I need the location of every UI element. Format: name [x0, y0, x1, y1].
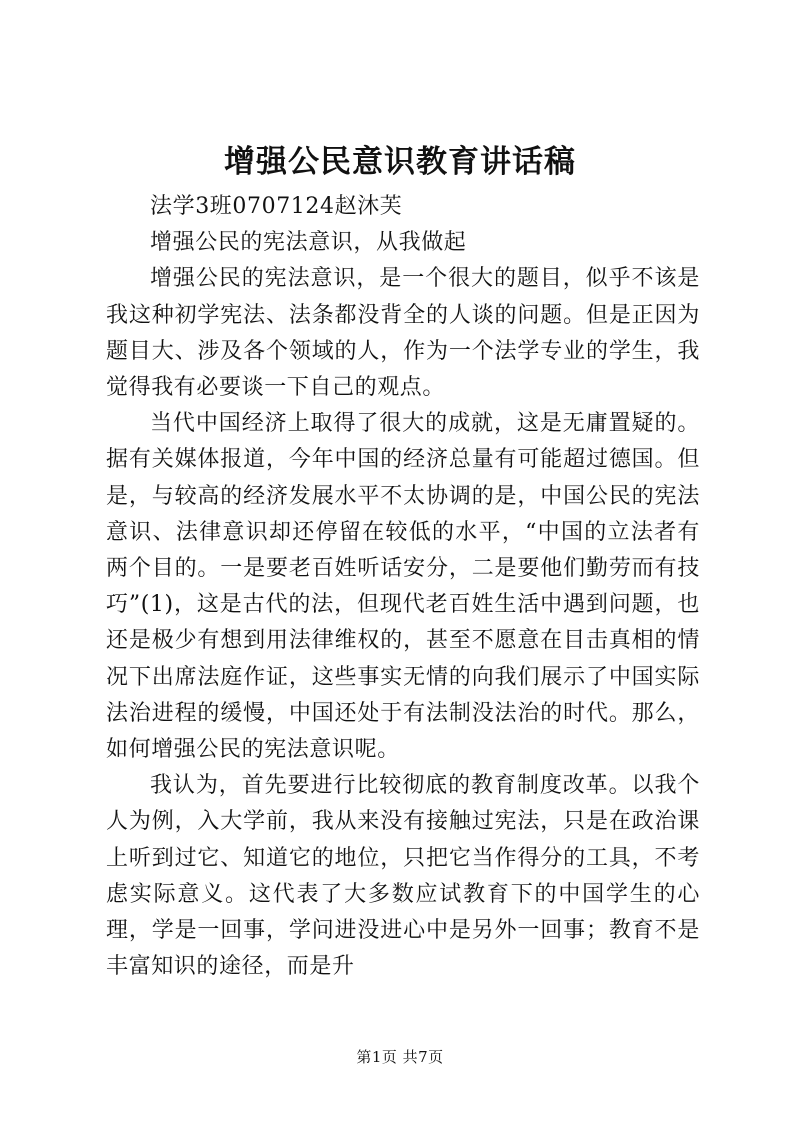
- document-body: [106, 189, 700, 985]
- document-title: 增强公民意识教育讲话稿: [224, 144, 576, 180]
- subtitle-line: 增强公民的宪法意识，从我做起: [150, 230, 467, 256]
- body-paragraph: 当代中国经济上取得了很大的成就，这是无庸置疑的。据有关媒体报道，今年中国的经济总量有可能超过德国。但是，与较高的经济发展水平不太协调的是，中国公民的宪法意识、法律意识却还停留在较低的水平，“中国的立法者有两个目的。一是要老百姓听话安分，二是要他们勤劳而有技巧”(1)，这是古代的法，但现代老百姓生活中遇到问题，也还是极少有想到用法律维权的，甚至不愿意在目击真相的情况下出席法庭作证，这些事实无情的向我们展示了中国实际法治进程的缓慢，中国还处于有法制没法治的时代。那么，如何增强公民的宪法意识呢。: [106, 411, 700, 763]
- body-paragraph: 我认为，首先要进行比较彻底的教育制度改革。以我个人为例，入大学前，我从来没有接触过宪法，只是在政治课上听到过它、知道它的地位，只把它当作得分的工具，不考虑实际意义。这代表了大多数应试教育下的中国学生的心理，学是一回事，学问进没进心中是另外一回事；教育不是丰富知识的途径，而是升: [106, 773, 700, 980]
- body-paragraph: 增强公民的宪法意识，是一个很大的题目，似乎不该是我这种初学宪法、法条都没背全的人谈的问题。但是正因为题目大、涉及各个领域的人，作为一个法学专业的学生，我觉得我有必要谈一下自己的观点。: [106, 266, 700, 401]
- page-indicator: 第1页 共7页: [356, 1048, 444, 1066]
- author-line: 法学3班0707124赵沐芙: [150, 194, 403, 219]
